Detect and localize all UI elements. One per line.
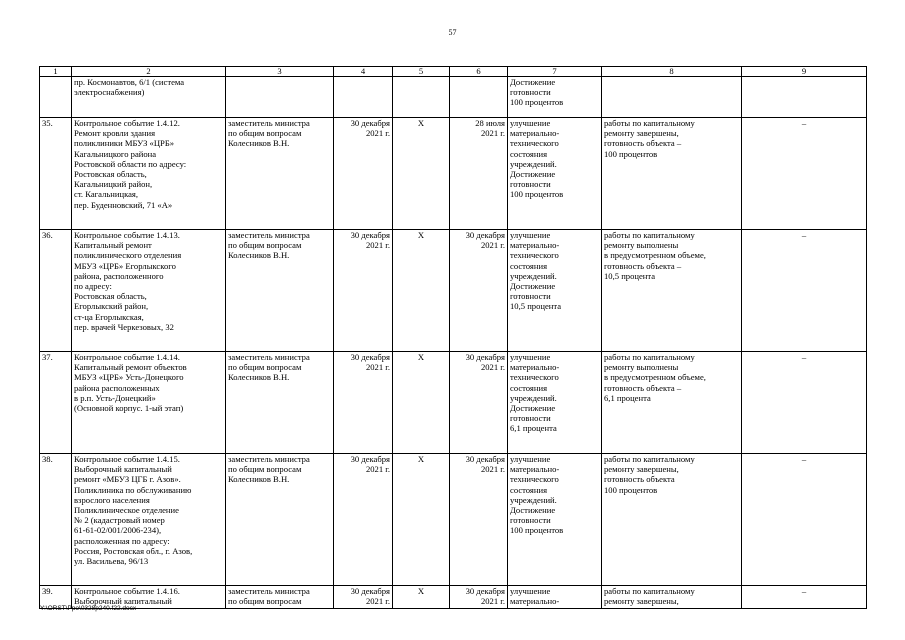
column-header: 8 xyxy=(602,67,742,77)
result-cell: улучшение материально- технического состояния учреждений. Достижение готовности 100 процентов xyxy=(508,454,602,586)
plan-date-cell: 30 декабря 2021 г. xyxy=(334,230,393,352)
note-cell xyxy=(742,77,867,118)
outcome-cell: работы по капитальному ремонту завершены, готовность объекта 100 процентов xyxy=(602,454,742,586)
result-cell: улучшение материально- технического состояния учреждений. Достижение готовности 10,5 процента xyxy=(508,230,602,352)
plan-date-cell xyxy=(334,77,393,118)
outcome-cell: работы по капитальному ремонту завершены, xyxy=(602,586,742,609)
outcome-cell: работы по капитальному ремонту выполнены в предусмотренном объеме, готовность объекта – 10,5 процента xyxy=(602,230,742,352)
result-cell: улучшение материально- технического состояния учреждений. Достижение готовности 6,1 процента xyxy=(508,352,602,454)
event-cell: Контрольное событие 1.4.12. Ремонт кровли здания поликлиники МБУЗ «ЦРБ» Кагальницкого района Ростовской области по адресу: Ростовская область, Кагальницкий район, ст. Кагальницкая, пер. Буденновский, 71 «А» xyxy=(72,118,226,230)
column-header: 9 xyxy=(742,67,867,77)
responsible-cell: заместитель министра по общим вопросам Колесников В.Н. xyxy=(226,454,334,586)
column-header: 4 xyxy=(334,67,393,77)
responsible-cell xyxy=(226,77,334,118)
table-row xyxy=(40,230,867,352)
note-cell: – xyxy=(742,118,867,230)
result-cell: улучшение материально- технического состояния учреждений. Достижение готовности 100 процентов xyxy=(508,118,602,230)
x-cell: Х xyxy=(393,352,450,454)
column-header: 7 xyxy=(508,67,602,77)
responsible-cell: заместитель министра по общим вопросам Колесников В.Н. xyxy=(226,118,334,230)
table-header-row xyxy=(40,67,867,77)
table-row xyxy=(40,352,867,454)
outcome-cell: работы по капитальному ремонту завершены, готовность объекта – 100 процентов xyxy=(602,118,742,230)
x-cell xyxy=(393,77,450,118)
column-header: 1 xyxy=(40,67,72,77)
row-number: 38. xyxy=(40,454,72,586)
column-header: 5 xyxy=(393,67,450,77)
fact-date-cell: 30 декабря 2021 г. xyxy=(450,352,508,454)
row-number: 36. xyxy=(40,230,72,352)
fact-date-cell: 30 декабря 2021 г. xyxy=(450,454,508,586)
page-number: 57 xyxy=(448,28,457,37)
footer-file-path: Y:\ORST\Ppo\0328p240.f22.docx xyxy=(40,605,137,612)
responsible-cell: заместитель министра по общим вопросам xyxy=(226,586,334,609)
responsible-cell: заместитель министра по общим вопросам Колесников В.Н. xyxy=(226,352,334,454)
x-cell: Х xyxy=(393,118,450,230)
event-cell: Контрольное событие 1.4.16. Выборочный капитальный xyxy=(72,586,226,609)
row-number: 35. xyxy=(40,118,72,230)
column-header: 6 xyxy=(450,67,508,77)
x-cell: Х xyxy=(393,586,450,609)
fact-date-cell: 30 декабря 2021 г. xyxy=(450,230,508,352)
fact-date-cell xyxy=(450,77,508,118)
row-number: 39. xyxy=(40,586,72,609)
event-cell: Контрольное событие 1.4.14. Капитальный ремонт объектов МБУЗ «ЦРБ» Усть-Донецкого района расположенных в р.п. Усть-Донецкий» (Основной корпус. 1-ый этап) xyxy=(72,352,226,454)
outcome-cell xyxy=(602,77,742,118)
table-row xyxy=(40,77,867,118)
row-number: 37. xyxy=(40,352,72,454)
plan-date-cell: 30 декабря 2021 г. xyxy=(334,118,393,230)
column-header: 2 xyxy=(72,67,226,77)
note-cell: – xyxy=(742,586,867,609)
outcome-cell: работы по капитальному ремонту выполнены в предусмотренном объеме, готовность объекта – 6,1 процента xyxy=(602,352,742,454)
row-number xyxy=(40,77,72,118)
note-cell: – xyxy=(742,230,867,352)
x-cell: Х xyxy=(393,230,450,352)
result-cell: Достижение готовности 100 процентов xyxy=(508,77,602,118)
x-cell: Х xyxy=(393,454,450,586)
plan-date-cell: 30 декабря 2021 г. xyxy=(334,586,393,609)
result-cell: улучшение материально- xyxy=(508,586,602,609)
fact-date-cell: 30 декабря 2021 г. xyxy=(450,586,508,609)
table-row xyxy=(40,586,867,609)
event-cell: Контрольное событие 1.4.15. Выборочный капитальный ремонт «МБУЗ ЦГБ г. Азов». Поликлиника по обслуживанию взрослого населения Поликлиническое отделение № 2 (кадастровый номер 61-61-02/001/2006-234), расположенная по адресу: Россия, Ростовская обл., г. Азов, ул. Васильева, 96/13 xyxy=(72,454,226,586)
table-row xyxy=(40,118,867,230)
plan-date-cell: 30 декабря 2021 г. xyxy=(334,352,393,454)
table-row xyxy=(40,454,867,586)
note-cell: – xyxy=(742,352,867,454)
responsible-cell: заместитель министра по общим вопросам Колесников В.Н. xyxy=(226,230,334,352)
event-cell: Контрольное событие 1.4.13. Капитальный ремонт поликлинического отделения МБУЗ «ЦРБ» Егорлыкского района, расположенного по адресу: Ростовская область, Егорлыкский район, ст-ца Егорлыкская, пер. врачей Черкезовых, 32 xyxy=(72,230,226,352)
fact-date-cell: 28 июля 2021 г. xyxy=(450,118,508,230)
events-table xyxy=(39,66,867,609)
plan-date-cell: 30 декабря 2021 г. xyxy=(334,454,393,586)
event-cell: пр. Космонавтов, 6/1 (система электроснабжения) xyxy=(72,77,226,118)
column-header: 3 xyxy=(226,67,334,77)
note-cell: – xyxy=(742,454,867,586)
